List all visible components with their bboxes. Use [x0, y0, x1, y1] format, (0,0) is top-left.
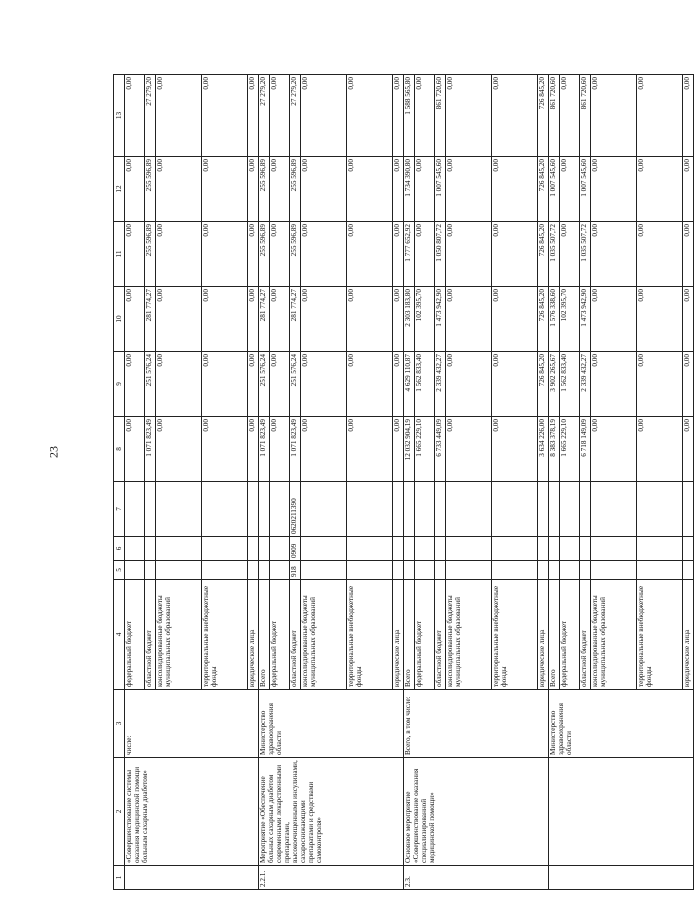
amount-cell: 0,00	[156, 75, 202, 157]
column-number: 5	[114, 561, 125, 580]
item-name: Мероприятие «Обеспечение больных сахарным диабетом современными лекарственными препаратами, высокоочищенными инсулинами, сахароснижающими препаратами и средствами самоконтроля»	[259, 758, 404, 866]
amount-cell: 0,00	[347, 417, 393, 482]
amount-cell: 0,00	[156, 222, 202, 287]
code-cell	[347, 537, 393, 561]
amount-cell: 0,00	[301, 75, 347, 157]
amount-cell: 0,00	[683, 287, 694, 352]
code-cell	[415, 537, 435, 561]
amount-cell: 726 845,20	[538, 75, 549, 157]
table-row	[259, 75, 270, 890]
code-cell	[270, 482, 290, 537]
amount-cell: 0,00	[683, 157, 694, 222]
column-number: 7	[114, 482, 125, 537]
amount-cell: 27 279,20	[259, 75, 270, 157]
amount-cell: 0,00	[393, 222, 404, 287]
amount-cell: 1 007 545,60	[435, 157, 446, 222]
code-cell	[637, 561, 683, 580]
amount-cell: 0,00	[446, 352, 492, 417]
amount-cell: 0,00	[156, 352, 202, 417]
amount-cell: 0,00	[393, 287, 404, 352]
code-cell	[549, 482, 560, 537]
amount-cell: 726 845,20	[538, 222, 549, 287]
code-cell	[538, 561, 549, 580]
amount-cell: 0,00	[560, 222, 580, 287]
code-cell	[560, 482, 580, 537]
amount-cell: 0,00	[591, 222, 637, 287]
amount-cell: 251 576,24	[259, 352, 270, 417]
column-number: 10	[114, 287, 125, 352]
funding-source: юридические лица	[683, 580, 694, 690]
amount-cell: 726 845,20	[538, 287, 549, 352]
amount-cell: 0,00	[492, 222, 538, 287]
amount-cell: 3 634 226,00	[538, 417, 549, 482]
code-cell	[270, 561, 290, 580]
amount-cell: 27 279,20	[145, 75, 156, 157]
amount-cell: 1 777 652,92	[404, 222, 415, 287]
amount-cell: 0,00	[492, 75, 538, 157]
amount-cell: 251 576,24	[145, 352, 156, 417]
amount-cell: 6 733 449,09	[435, 417, 446, 482]
column-number: 4	[114, 580, 125, 690]
code-cell	[248, 482, 259, 537]
code-cell: 0620211390	[290, 482, 301, 537]
code-cell	[301, 561, 347, 580]
funding-source: территориальные внебюджетные фонды	[347, 580, 393, 690]
amount-cell: 0,00	[446, 287, 492, 352]
amount-cell: 1 007 545,60	[580, 157, 591, 222]
code-cell	[125, 537, 145, 561]
code-cell	[560, 561, 580, 580]
amount-cell: 0,00	[202, 157, 248, 222]
code-cell: 918	[290, 561, 301, 580]
code-cell	[156, 537, 202, 561]
amount-cell: 0,00	[248, 75, 259, 157]
code-cell	[301, 482, 347, 537]
amount-cell: 0,00	[683, 222, 694, 287]
amount-cell: 0,00	[125, 75, 145, 157]
amount-cell: 12 032 904,19	[404, 417, 415, 482]
column-number: 1	[114, 866, 125, 890]
funding-source: Всего	[404, 580, 415, 690]
funding-source: юридические лица	[538, 580, 549, 690]
item-name: «Совершенствование системы оказания медицинской помощи больным сахарным диабетом»	[125, 758, 259, 866]
amount-cell: 255 596,89	[145, 157, 156, 222]
amount-cell: 0,00	[415, 75, 435, 157]
amount-cell: 1 035 507,72	[549, 222, 560, 287]
amount-cell: 0,00	[591, 352, 637, 417]
funding-source: консолидированные бюджеты муниципальных образований	[156, 580, 202, 690]
column-number: 8	[114, 417, 125, 482]
column-number: 6	[114, 537, 125, 561]
amount-cell: 0,00	[270, 75, 290, 157]
amount-cell: 0,00	[301, 287, 347, 352]
funding-source: областной бюджет	[580, 580, 591, 690]
amount-cell: 1 576 338,60	[549, 287, 560, 352]
code-cell	[347, 561, 393, 580]
amount-cell: 0,00	[301, 157, 347, 222]
code-cell	[270, 537, 290, 561]
amount-cell: 27 279,20	[290, 75, 301, 157]
amount-cell: 0,00	[202, 75, 248, 157]
amount-cell: 0,00	[270, 222, 290, 287]
amount-cell: 0,00	[591, 157, 637, 222]
funding-source: федеральный бюджет	[270, 580, 290, 690]
code-cell	[591, 561, 637, 580]
amount-cell: 0,00	[637, 287, 683, 352]
amount-cell: 0,00	[393, 157, 404, 222]
amount-cell: 251 576,24	[290, 352, 301, 417]
amount-cell: 0,00	[637, 157, 683, 222]
amount-cell: 0,00	[270, 287, 290, 352]
amount-cell: 0,00	[492, 157, 538, 222]
amount-cell: 0,00	[270, 417, 290, 482]
amount-cell: 0,00	[446, 75, 492, 157]
code-cell	[156, 561, 202, 580]
amount-cell: 0,00	[347, 287, 393, 352]
amount-cell: 0,00	[446, 222, 492, 287]
code-cell	[404, 482, 415, 537]
code-cell	[683, 561, 694, 580]
funding-source: консолидированные бюджеты муниципальных образований	[301, 580, 347, 690]
amount-cell: 0,00	[125, 157, 145, 222]
column-number-row	[114, 75, 125, 890]
amount-cell: 2 339 432,27	[435, 352, 446, 417]
amount-cell: 0,00	[683, 417, 694, 482]
column-number: 3	[114, 690, 125, 758]
table-row	[549, 75, 560, 890]
code-cell	[435, 561, 446, 580]
funding-source: федеральный бюджет	[560, 580, 580, 690]
amount-cell: 281 774,27	[145, 287, 156, 352]
code-cell	[580, 537, 591, 561]
column-number: 11	[114, 222, 125, 287]
executor: Министерство здравоохранения области	[259, 690, 404, 758]
funding-source: территориальные внебюджетные фонды	[637, 580, 683, 690]
page-number: 23	[46, 446, 61, 458]
table-row	[125, 75, 145, 890]
funding-source: областной бюджет	[435, 580, 446, 690]
amount-cell: 3 902 265,67	[549, 352, 560, 417]
funding-source: Всего	[259, 580, 270, 690]
amount-cell: 726 845,20	[538, 352, 549, 417]
amount-cell: 0,00	[492, 352, 538, 417]
code-cell	[415, 482, 435, 537]
code-cell	[259, 482, 270, 537]
amount-cell: 0,00	[301, 352, 347, 417]
amount-cell: 0,00	[683, 75, 694, 157]
code-cell	[683, 482, 694, 537]
code-cell	[446, 482, 492, 537]
code-cell	[404, 561, 415, 580]
amount-cell: 0,00	[248, 157, 259, 222]
amount-cell: 0,00	[347, 222, 393, 287]
code-cell	[259, 561, 270, 580]
amount-cell: 0,00	[560, 157, 580, 222]
code-cell	[415, 561, 435, 580]
amount-cell: 0,00	[637, 352, 683, 417]
amount-cell: 0,00	[446, 417, 492, 482]
amount-cell: 0,00	[125, 222, 145, 287]
amount-cell: 0,00	[560, 75, 580, 157]
funding-source: юридические лица	[393, 580, 404, 690]
amount-cell: 0,00	[347, 157, 393, 222]
code-cell	[404, 537, 415, 561]
funding-source: Всего	[549, 580, 560, 690]
amount-cell: 1 588 565,80	[404, 75, 415, 157]
amount-cell: 726 845,20	[538, 157, 549, 222]
code-cell	[580, 482, 591, 537]
code-cell	[560, 537, 580, 561]
amount-cell: 0,00	[248, 287, 259, 352]
amount-cell: 281 774,27	[259, 287, 270, 352]
code-cell	[591, 537, 637, 561]
code-cell	[393, 482, 404, 537]
amount-cell: 1 071 823,49	[145, 417, 156, 482]
code-cell	[538, 482, 549, 537]
amount-cell: 0,00	[248, 417, 259, 482]
amount-cell: 0,00	[125, 287, 145, 352]
code-cell	[446, 561, 492, 580]
code-cell	[492, 537, 538, 561]
amount-cell: 0,00	[125, 417, 145, 482]
amount-cell: 8 383 378,19	[549, 417, 560, 482]
amount-cell: 0,00	[637, 222, 683, 287]
amount-cell: 0,00	[591, 287, 637, 352]
amount-cell: 4 629 110,87	[404, 352, 415, 417]
code-cell	[259, 537, 270, 561]
code-cell	[637, 537, 683, 561]
code-cell	[301, 537, 347, 561]
code-cell	[125, 561, 145, 580]
amount-cell: 0,00	[156, 157, 202, 222]
amount-cell: 0,00	[202, 287, 248, 352]
code-cell	[125, 482, 145, 537]
amount-cell: 0,00	[446, 157, 492, 222]
code-cell	[538, 537, 549, 561]
amount-cell: 1 665 229,10	[415, 417, 435, 482]
funding-source: консолидированные бюджеты муниципальных образований	[591, 580, 637, 690]
funding-source: территориальные внебюджетные фонды	[492, 580, 538, 690]
funding-source: федеральный бюджет	[125, 580, 145, 690]
amount-cell: 0,00	[393, 417, 404, 482]
amount-cell: 2 339 432,27	[580, 352, 591, 417]
amount-cell: 0,00	[202, 222, 248, 287]
code-cell	[435, 537, 446, 561]
code-cell	[145, 537, 156, 561]
amount-cell: 0,00	[415, 157, 435, 222]
amount-cell: 0,00	[301, 417, 347, 482]
amount-cell: 0,00	[347, 352, 393, 417]
rotated-table-wrapper	[113, 75, 691, 890]
item-number	[125, 866, 259, 890]
column-number: 12	[114, 157, 125, 222]
amount-cell: 1 473 942,90	[435, 287, 446, 352]
amount-cell: 2 303 183,80	[404, 287, 415, 352]
amount-cell: 102 395,70	[415, 287, 435, 352]
amount-cell: 1 562 833,40	[560, 352, 580, 417]
amount-cell: 255 596,89	[259, 157, 270, 222]
code-cell	[145, 482, 156, 537]
amount-cell: 861 720,60	[549, 75, 560, 157]
amount-cell: 0,00	[156, 287, 202, 352]
amount-cell: 861 720,60	[435, 75, 446, 157]
amount-cell: 0,00	[270, 352, 290, 417]
amount-cell: 255 596,89	[259, 222, 270, 287]
item-name: Основное мероприятие «Совершенствование оказания специализированной медицинской помощи»	[404, 758, 549, 866]
amount-cell: 0,00	[683, 352, 694, 417]
funding-source: федеральный бюджет	[415, 580, 435, 690]
amount-cell: 0,00	[347, 75, 393, 157]
amount-cell: 0,00	[393, 352, 404, 417]
funding-source: консолидированные бюджеты муниципальных образований	[446, 580, 492, 690]
amount-cell: 0,00	[637, 75, 683, 157]
code-cell	[248, 561, 259, 580]
amount-cell: 0,00	[415, 222, 435, 287]
item-number: 2.3.	[404, 866, 549, 890]
item-number	[549, 866, 694, 890]
amount-cell: 0,00	[248, 352, 259, 417]
amount-cell: 102 395,70	[560, 287, 580, 352]
amount-cell: 1 665 229,10	[560, 417, 580, 482]
code-cell	[202, 482, 248, 537]
amount-cell: 0,00	[591, 417, 637, 482]
amount-cell: 0,00	[156, 417, 202, 482]
item-number: 2.2.1.	[259, 866, 404, 890]
code-cell	[446, 537, 492, 561]
code-cell	[145, 561, 156, 580]
executor: Всего, в том числе:	[404, 690, 549, 758]
amount-cell: 1 050 807,72	[435, 222, 446, 287]
amount-cell: 861 720,60	[580, 75, 591, 157]
amount-cell: 0,00	[591, 75, 637, 157]
funding-source: территориальные внебюджетные фонды	[202, 580, 248, 690]
amount-cell: 0,00	[393, 75, 404, 157]
code-cell	[393, 561, 404, 580]
amount-cell: 0,00	[202, 352, 248, 417]
code-cell: 0909	[290, 537, 301, 561]
executor: числе:	[125, 690, 259, 758]
amount-cell: 255 596,89	[290, 157, 301, 222]
amount-cell: 0,00	[270, 157, 290, 222]
code-cell	[549, 537, 560, 561]
amount-cell: 0,00	[492, 417, 538, 482]
amount-cell: 1 473 942,90	[580, 287, 591, 352]
amount-cell: 255 596,89	[145, 222, 156, 287]
amount-cell: 0,00	[637, 417, 683, 482]
amount-cell: 0,00	[202, 417, 248, 482]
amount-cell: 1 007 545,60	[549, 157, 560, 222]
code-cell	[393, 537, 404, 561]
code-cell	[435, 482, 446, 537]
code-cell	[202, 537, 248, 561]
amount-cell: 1 562 833,40	[415, 352, 435, 417]
code-cell	[248, 537, 259, 561]
budget-table	[113, 74, 694, 890]
funding-source: юридические лица	[248, 580, 259, 690]
amount-cell: 0,00	[248, 222, 259, 287]
amount-cell: 281 774,27	[290, 287, 301, 352]
code-cell	[492, 561, 538, 580]
code-cell	[591, 482, 637, 537]
amount-cell: 1 035 507,72	[580, 222, 591, 287]
funding-source: областной бюджет	[290, 580, 301, 690]
column-number: 9	[114, 352, 125, 417]
funding-source: областной бюджет	[145, 580, 156, 690]
amount-cell: 0,00	[125, 352, 145, 417]
item-name	[549, 758, 694, 866]
code-cell	[492, 482, 538, 537]
amount-cell: 0,00	[492, 287, 538, 352]
executor: Министерство здравоохранения области	[549, 690, 694, 758]
amount-cell: 255 596,89	[290, 222, 301, 287]
code-cell	[347, 482, 393, 537]
code-cell	[549, 561, 560, 580]
code-cell	[202, 561, 248, 580]
amount-cell: 0,00	[301, 222, 347, 287]
amount-cell: 1 734 390,80	[404, 157, 415, 222]
code-cell	[637, 482, 683, 537]
column-number: 2	[114, 758, 125, 866]
code-cell	[580, 561, 591, 580]
amount-cell: 6 718 149,09	[580, 417, 591, 482]
amount-cell: 1 071 823,49	[290, 417, 301, 482]
amount-cell: 1 071 823,49	[259, 417, 270, 482]
column-number: 13	[114, 75, 125, 157]
table-row	[404, 75, 415, 890]
code-cell	[156, 482, 202, 537]
code-cell	[683, 537, 694, 561]
